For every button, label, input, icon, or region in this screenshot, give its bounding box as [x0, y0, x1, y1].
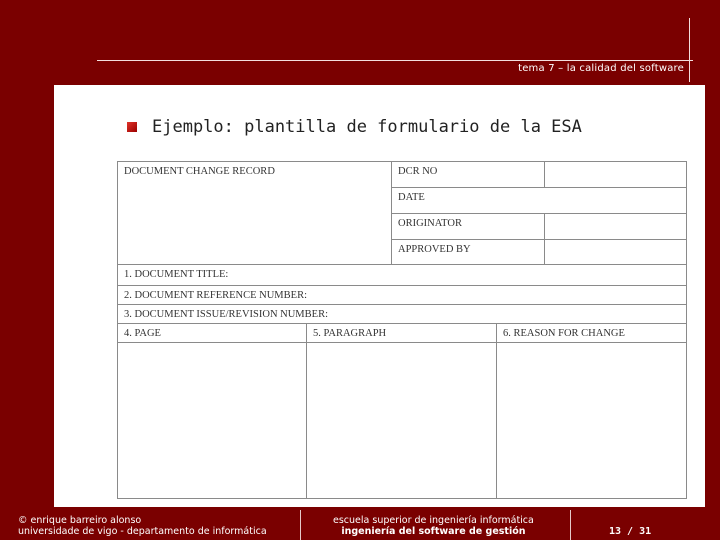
- slide-title: Ejemplo: plantilla de formulario de la ESA: [152, 117, 582, 137]
- approved-by-cell: [391, 239, 545, 265]
- header-topic: tema 7 – la calidad del software: [518, 63, 684, 74]
- date-label: DATE: [398, 192, 425, 203]
- header-divider: [97, 60, 693, 61]
- footer-school: escuela superior de ingeniería informática: [333, 515, 534, 526]
- issue-number-label: 3. DOCUMENT ISSUE/REVISION NUMBER:: [124, 309, 328, 320]
- paragraph-header-label: 5. PARAGRAPH: [313, 328, 387, 339]
- document-title-row: [117, 264, 687, 286]
- header-vertical-divider: [689, 18, 690, 82]
- originator-label: ORIGINATOR: [398, 218, 462, 229]
- originator-value-field[interactable]: [544, 213, 687, 240]
- page-header-label: 4. PAGE: [124, 328, 161, 339]
- reference-number-label: 2. DOCUMENT REFERENCE NUMBER:: [124, 290, 307, 301]
- reason-column-body[interactable]: [496, 342, 687, 499]
- reason-header-label: 6. REASON FOR CHANGE: [503, 328, 625, 339]
- paragraph-column-body[interactable]: [306, 342, 497, 499]
- originator-cell: [391, 213, 545, 240]
- date-cell: [391, 187, 687, 214]
- footer-copyright: © enrique barreiro alonso: [18, 515, 142, 526]
- reason-header-cell: [496, 323, 687, 343]
- reference-number-row: [117, 285, 687, 305]
- page-column-body[interactable]: [117, 342, 307, 499]
- footer-separator: [570, 510, 571, 540]
- footer-degree: ingeniería del software de gestión: [341, 526, 526, 537]
- document-title-label: 1. DOCUMENT TITLE:: [124, 269, 229, 280]
- bullet-icon: [127, 122, 137, 132]
- approved-by-value-field[interactable]: [544, 239, 687, 265]
- page-indicator: 13 / 31: [609, 526, 652, 537]
- dcr-no-value-field[interactable]: [544, 161, 687, 188]
- issue-number-row: [117, 304, 687, 324]
- approved-by-label: APPROVED BY: [398, 244, 471, 255]
- footer-author: [18, 515, 267, 537]
- dcr-no-label: DCR NO: [398, 166, 438, 177]
- footer: [0, 507, 720, 540]
- dcr-title-cell: [117, 161, 392, 265]
- footer-school-block: [333, 515, 534, 537]
- dcr-no-cell: [391, 161, 545, 188]
- dcr-title-label: DOCUMENT CHANGE RECORD: [124, 166, 275, 177]
- paragraph-header-cell: [306, 323, 497, 343]
- footer-separator: [300, 510, 301, 540]
- footer-department: universidade de vigo - departamento de informática: [18, 526, 267, 537]
- page-header-cell: [117, 323, 307, 343]
